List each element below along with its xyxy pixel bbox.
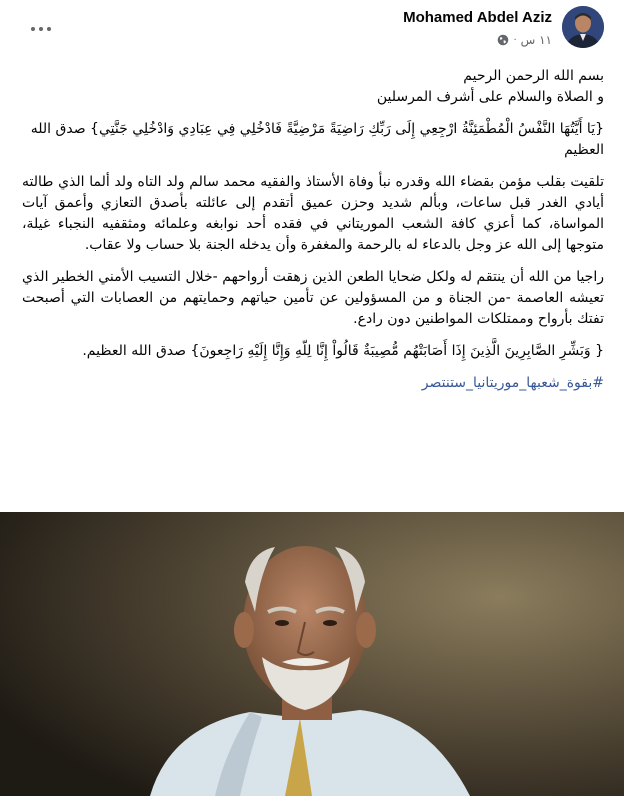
post-paragraph-condolence: تلقيت بقلب مؤمن بقضاء الله وقدره نبأ وفاة الأستاذ والفقيه محمد سالم ولد التاه ولد ألما الذي طالته أيادي الغدر قبل ساعات، وبألم شديد وحزن عميق أتقدم إلى عائلته بأصدق التعازي وأعمق آيات المواساة، كما أعزي كافة الشعب الموريتاني في فقده أحد نوابغه وعلمائه ومثقفيه النجباء غيلة، متوجها إلى الله عز وجل بالدعاء له بالرحمة والمغفرة وأن يدخله الجنة بلا حساب ولا عقاب. bbox=[22, 174, 604, 253]
meta-separator: · bbox=[513, 34, 517, 46]
post-time[interactable]: ١١ س bbox=[520, 33, 552, 47]
post-photo[interactable] bbox=[0, 512, 624, 796]
post-header bbox=[0, 0, 624, 62]
hashtag-link[interactable]: #بقوة_شعبها_موريتانيا_ستنتصر bbox=[421, 375, 604, 391]
post-meta bbox=[497, 33, 552, 47]
more-options-icon[interactable] bbox=[26, 20, 56, 38]
post-paragraph-prayer: راجيا من الله أن ينتقم له ولكل ضحايا الطعن الذين زهقت أرواحهم -خلال التسيب الأمني الخطير الذي تعيشه العاصمة -من الجناة و من المسؤولين عن تأمين حياتهم وحمايتهم من العصابات التي أصبحت تفتك بأرواح وممتلكات المواطنين دون رادع. bbox=[22, 269, 604, 327]
avatar[interactable] bbox=[562, 6, 604, 48]
post-paragraph-verse: {يَا أَيَّتُهَا النَّفْسُ الْمُطْمَئِنَّةُ ارْجِعِي إِلَى رَبِّكِ رَاضِيَةً مَرْضِيَّةً فَادْخُلِي فِي عِبَادِي وَادْخُلِي جَنَّتِي} صدق الله العظيم bbox=[30, 121, 604, 158]
globe-icon[interactable] bbox=[497, 34, 509, 46]
post-paragraph-verse-closing: { وَبَشِّرِ الصَّابِرِينَ الَّذِينَ إِذَا أَصَابَتْهُم مُّصِيبَةٌ قَالُواْ إِنَّا لِلّهِ وَإِنَّا إِلَيْهِ رَاجِعونَ} صدق الله العظيم. bbox=[82, 343, 604, 359]
post-paragraph-basmala: بسم الله الرحمن الرحيم و الصلاة والسلام على أشرف المرسلين bbox=[376, 68, 604, 105]
post-text bbox=[22, 66, 604, 405]
author-name[interactable]: Mohamed Abdel Aziz bbox=[403, 9, 552, 26]
